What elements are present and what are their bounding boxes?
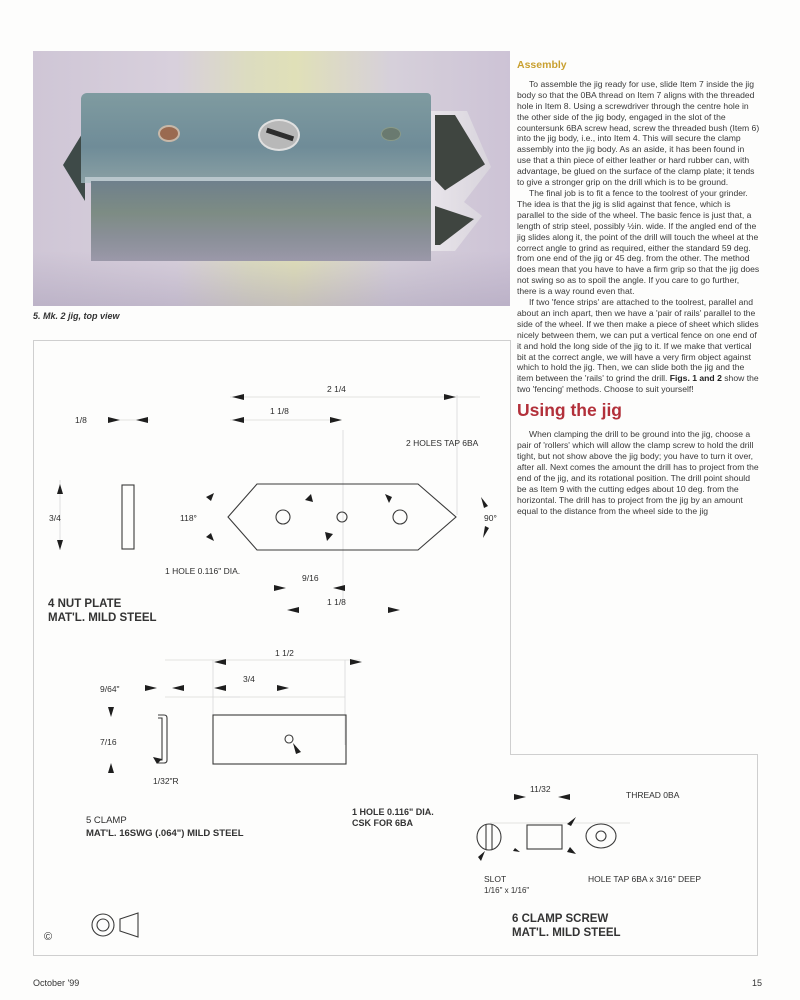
clamp-dim-3-4: 3/4 <box>243 674 255 684</box>
angle-118: 118° <box>180 513 197 523</box>
using-paragraph: When clamping the drill to be ground into the jig, choose a pair of 'rollers' which will allow the clamp screw to hold the drill tight, but not show above the jig body; you have to turn it over, after all. Next comes the amount the drill has to project from the end of the jig, and its rotational position. The drill point should be as Item 9 with the cutting edges about 10 deg. from the horizontal. The drill has to project from the jig by an amount equal to the distance from the wheel side to the jig <box>517 429 759 516</box>
dim-arrow <box>350 659 362 665</box>
hole-tap-label: HOLE TAP 6BA x 3/16" DEEP <box>588 874 702 884</box>
dim-arrow <box>277 685 289 691</box>
dim-1-1-2: 1 1/2 <box>275 648 294 658</box>
nut-plate-side-view <box>122 485 134 549</box>
dim-arrow <box>214 659 226 665</box>
dim-arrow <box>558 794 570 800</box>
page-number: 15 <box>752 978 763 988</box>
screw-side-view <box>527 825 562 849</box>
thread-label: THREAD 0BA <box>626 790 680 800</box>
dim-arrow <box>108 707 114 717</box>
using-heading: Using the jig <box>517 400 622 421</box>
assembly-heading: Assembly <box>517 59 567 71</box>
dim-1-1-8-top: 1 1/8 <box>270 406 289 416</box>
dim-arrow <box>145 685 157 691</box>
dim-arrow <box>57 484 63 494</box>
dim-11-32: 11/32 <box>530 784 551 794</box>
clamp-plate-outline <box>213 715 346 764</box>
clamp-screw-material: MAT'L. MILD STEEL <box>512 927 621 939</box>
nut-plate-title: 4 NUT PLATE <box>48 598 122 610</box>
dim-arrow <box>514 794 526 800</box>
assembly-paragraph-3-text: If two 'fence strips' are attached to the toolrest, parallel and about an inch apart, then we have a 'pair of rails' parallel to the side of the wheel. If we then make a piece of sheet which slides nicely between them, we can put a vertical fence on one end of it and hold the long side of the jig to it. If we make that vertical bit at the correct angle, we will have a very firm object against which to hold the jig. Then, we can slide both the jig and the item between the 'rails' to grind the drill. <box>517 297 759 384</box>
dim-1-8: 1/8 <box>75 415 87 425</box>
copyright-symbol: © <box>44 931 53 943</box>
screw-thread-end-view <box>586 824 616 848</box>
dim-arrow <box>287 607 299 613</box>
figs-reference: Figs. 1 and 2 <box>669 373 722 384</box>
slot-label: SLOT <box>484 874 507 884</box>
dim-arrow <box>57 540 63 550</box>
clamp-screw-title: 6 CLAMP SCREW <box>512 913 609 925</box>
radius-label: 1/32"R <box>153 776 179 786</box>
dim-arrow <box>232 417 244 423</box>
assembly-paragraph-1: To assemble the jig ready for use, slide Item 7 inside the jig body so that the 0BA thread on Item 7 aligns with the threaded hole in Item 8. Using a screwdriver through the centre hole in the other side of the jig body, engaged in the slot of the countersunk 6BA screw head, screw the threaded bush (Item 6) into the jig body, i.e., into Item 4. This will secure the clamp assembly into the jig body. As an aside, it has been found in use that a thin piece of either leather or hard rubber can, with advantage, be glued on the surface of the clamp plate; it tends to give a stronger grip on the drill which is to be ground. <box>517 78 760 188</box>
dim-arrow <box>214 685 226 691</box>
dim-arrow <box>108 763 114 773</box>
angle-90: 90° <box>484 513 497 523</box>
dim-2-1-4: 2 1/4 <box>327 384 346 394</box>
dim-arrow <box>388 607 400 613</box>
clamp-csk-label: CSK FOR 6BA <box>352 818 414 828</box>
slot-size-label: 1/16" x 1/16" <box>484 886 530 895</box>
clamp-hole-label: 1 HOLE 0.116" DIA. <box>352 807 434 817</box>
dim-arrow <box>274 585 286 591</box>
nut-plate-outline <box>228 484 456 550</box>
assembly-paragraph-2: The final job is to fit a fence to the toolrest of your grinder. The idea is that the jig is slid against that fence, which is parallel to the side of the wheel. The basic fence is just that, a length of strip steel, possibly ½in. wide. If the angled end of the jig slides along it, the point of the drill will touch the wheel at the correct angle to grind as required, either the standard 59 deg. from one end of the jig or 45 deg. from the other. The method does mean that you have to have a firm grip so that the jig does not swing so as to spoil the angle. If you care to go further, there is a way round even that. <box>517 187 760 297</box>
clamp-material: MAT'L. 16SWG (.064") MILD STEEL <box>86 828 244 839</box>
dim-arrow <box>330 417 342 423</box>
dim-arrow <box>172 685 184 691</box>
dim-arrow <box>333 585 345 591</box>
photo-caption: 5. Mk. 2 jig, top view <box>33 311 120 321</box>
dim-arrow <box>136 417 148 423</box>
clamp-title: 5 CLAMP <box>86 815 127 826</box>
figs-tail: show the two 'fencing' methods. Choose to suit yourself! <box>517 373 759 395</box>
screw-slot-end-view <box>477 824 501 850</box>
holes-tap-label: 2 HOLES TAP 6BA <box>406 438 479 448</box>
dim-arrow <box>444 394 456 400</box>
dim-9-16: 9/16 <box>302 573 319 583</box>
issue-date: October '99 <box>33 978 80 988</box>
hole-dia-label: 1 HOLE 0.116" DIA. <box>165 566 241 576</box>
dim-arrow <box>108 417 120 423</box>
dim-arrow <box>232 394 244 400</box>
dim-3-4: 3/4 <box>49 513 61 523</box>
nut-plate-material: MAT'L. MILD STEEL <box>48 612 157 624</box>
dim-9-64: 9/64" <box>100 684 120 694</box>
dim-7-16: 7/16 <box>100 737 117 747</box>
dim-1-1-8-bottom: 1 1/8 <box>327 597 346 607</box>
